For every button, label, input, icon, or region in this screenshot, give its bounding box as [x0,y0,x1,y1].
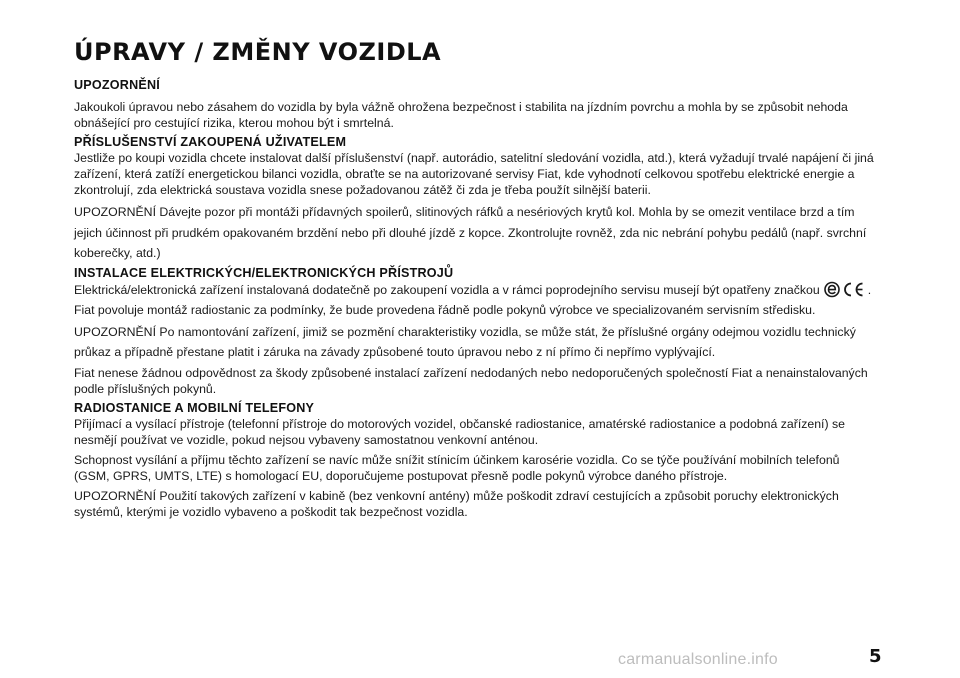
page-content [74,78,874,524]
heading-electric: INSTALACE ELEKTRICKÝCH/ELEKTRONICKÝCH PŘÍSTROJŮ [74,265,454,280]
ce-mark-icon [845,283,863,295]
heading-radio: RADIOSTANICE A MOBILNÍ TELEFONY [74,400,315,415]
warning-paragraph: Jakoukoli úpravou nebo zásahem do vozidla by byla vážně ohrožena bezpečnost i stabilita na jízdním povrchu a mohla by se způsobit nehoda obnášející pro cestující rizika, kterou mohou být i smrtelná. [74,100,848,130]
radio-paragraph-1: Přijímací a vysílací přístroje (telefonní přístroje do motorových vozidel, občanské radiostanice, amatérské radiostanice a podobná zařízení) se nesmějí používat ve vozidle, pokud nejsou vybaveny samostatnou venkovní anténou. [74,416,845,447]
watermark: carmanualsonline.info [618,651,778,668]
certification-marks [824,281,866,298]
electric-paragraph-1-end: . [867,282,872,297]
section-accessories [74,135,874,264]
page-number: 5 [869,646,882,667]
electric-warning: UPOZORNĚNÍ Po namontování zařízení, jimiž se pozmění charakteristiky vozidla, se může stát, že příslušné orgány odejmou vozidlu technický průkaz a případně přestane platit i záruka na závady způsobené touto úpravou nebo z ní přímo či nepřímo vyplývající. [74,324,856,359]
electric-paragraph-1-text: Elektrická/elektronická zařízení instalovaná dodatečně po zakoupení vozidla a v rámci poprodejního servisu musejí být opatřeny značkou [74,282,820,297]
e-mark-icon [825,282,839,296]
section-radio [74,401,874,520]
electric-paragraph-4: Fiat nenese žádnou odpovědnost za škody způsobené instalací zařízení nedodaných nebo nedoporučených společností Fiat a nenainstalovaných podle příslušných pokynů. [74,365,868,396]
radio-warning: UPOZORNĚNÍ Použití takových zařízení v kabině (bez venkovní antény) může poškodit zdraví cestujících a způsobit poruchy elektronických systémů, kterými je vozidlo vybaveno a poškodit tak bezpečnost vozidla. [74,488,839,519]
accessories-paragraph-1: Jestliže po koupi vozidla chcete instalovat další příslušenství (např. autorádio, satelitní sledování vozidla, atd.), která vyžadují trvalé napájení či jiná zařízení, která zatíží energetickou bilanci vozidla, obraťte se na autorizované servisy Fiat, kde vyhodnotí celkovou spotřebu elektrické energie a zkontrolují, zda elektrická soustava vozidla snese požadovanou zátěž či zda je třeba použít silnější baterii. [74,151,874,197]
section-electric [74,266,874,397]
accessories-warning: UPOZORNĚNÍ Dávejte pozor při montáži přídavných spoilerů, slitinových ráfků a nesériových krytů kol. Mohla by se omezit ventilace brzd a tím jejich účinnost při prudkém opakovaném brzdění nebo při dlouhé jízdě z kopce. Zkontrolujte rovněž, zda nic nebrání pohybu pedálů (např. svrchní koberečky, atd.) [74,205,867,260]
page-title: ÚPRAVY / ZMĚNY VOZIDLA [74,38,442,66]
e-ce-marks-icon [824,281,866,298]
electric-paragraph-2: Fiat povoluje montáž radiostanic za podmínky, že bude provedena řádně podle pokynů výrobce ve specializovaném servisním středisku. [74,302,816,317]
electric-paragraph-1 [74,281,874,298]
section-warning [74,78,874,131]
radio-paragraph-2: Schopnost vysílání a příjmu těchto zařízení se navíc může snížit stínicím účinkem karosérie vozidla. Co se týče používání mobilních telefonů (GSM, GPRS, UMTS, LTE) s homologací EU, doporučujeme postupovat přesně podle pokynů výrobce daného přístroje. [74,452,840,483]
heading-warning: UPOZORNĚNÍ [74,78,160,92]
heading-accessories: PŘÍSLUŠENSTVÍ ZAKOUPENÁ UŽIVATELEM [74,135,347,149]
